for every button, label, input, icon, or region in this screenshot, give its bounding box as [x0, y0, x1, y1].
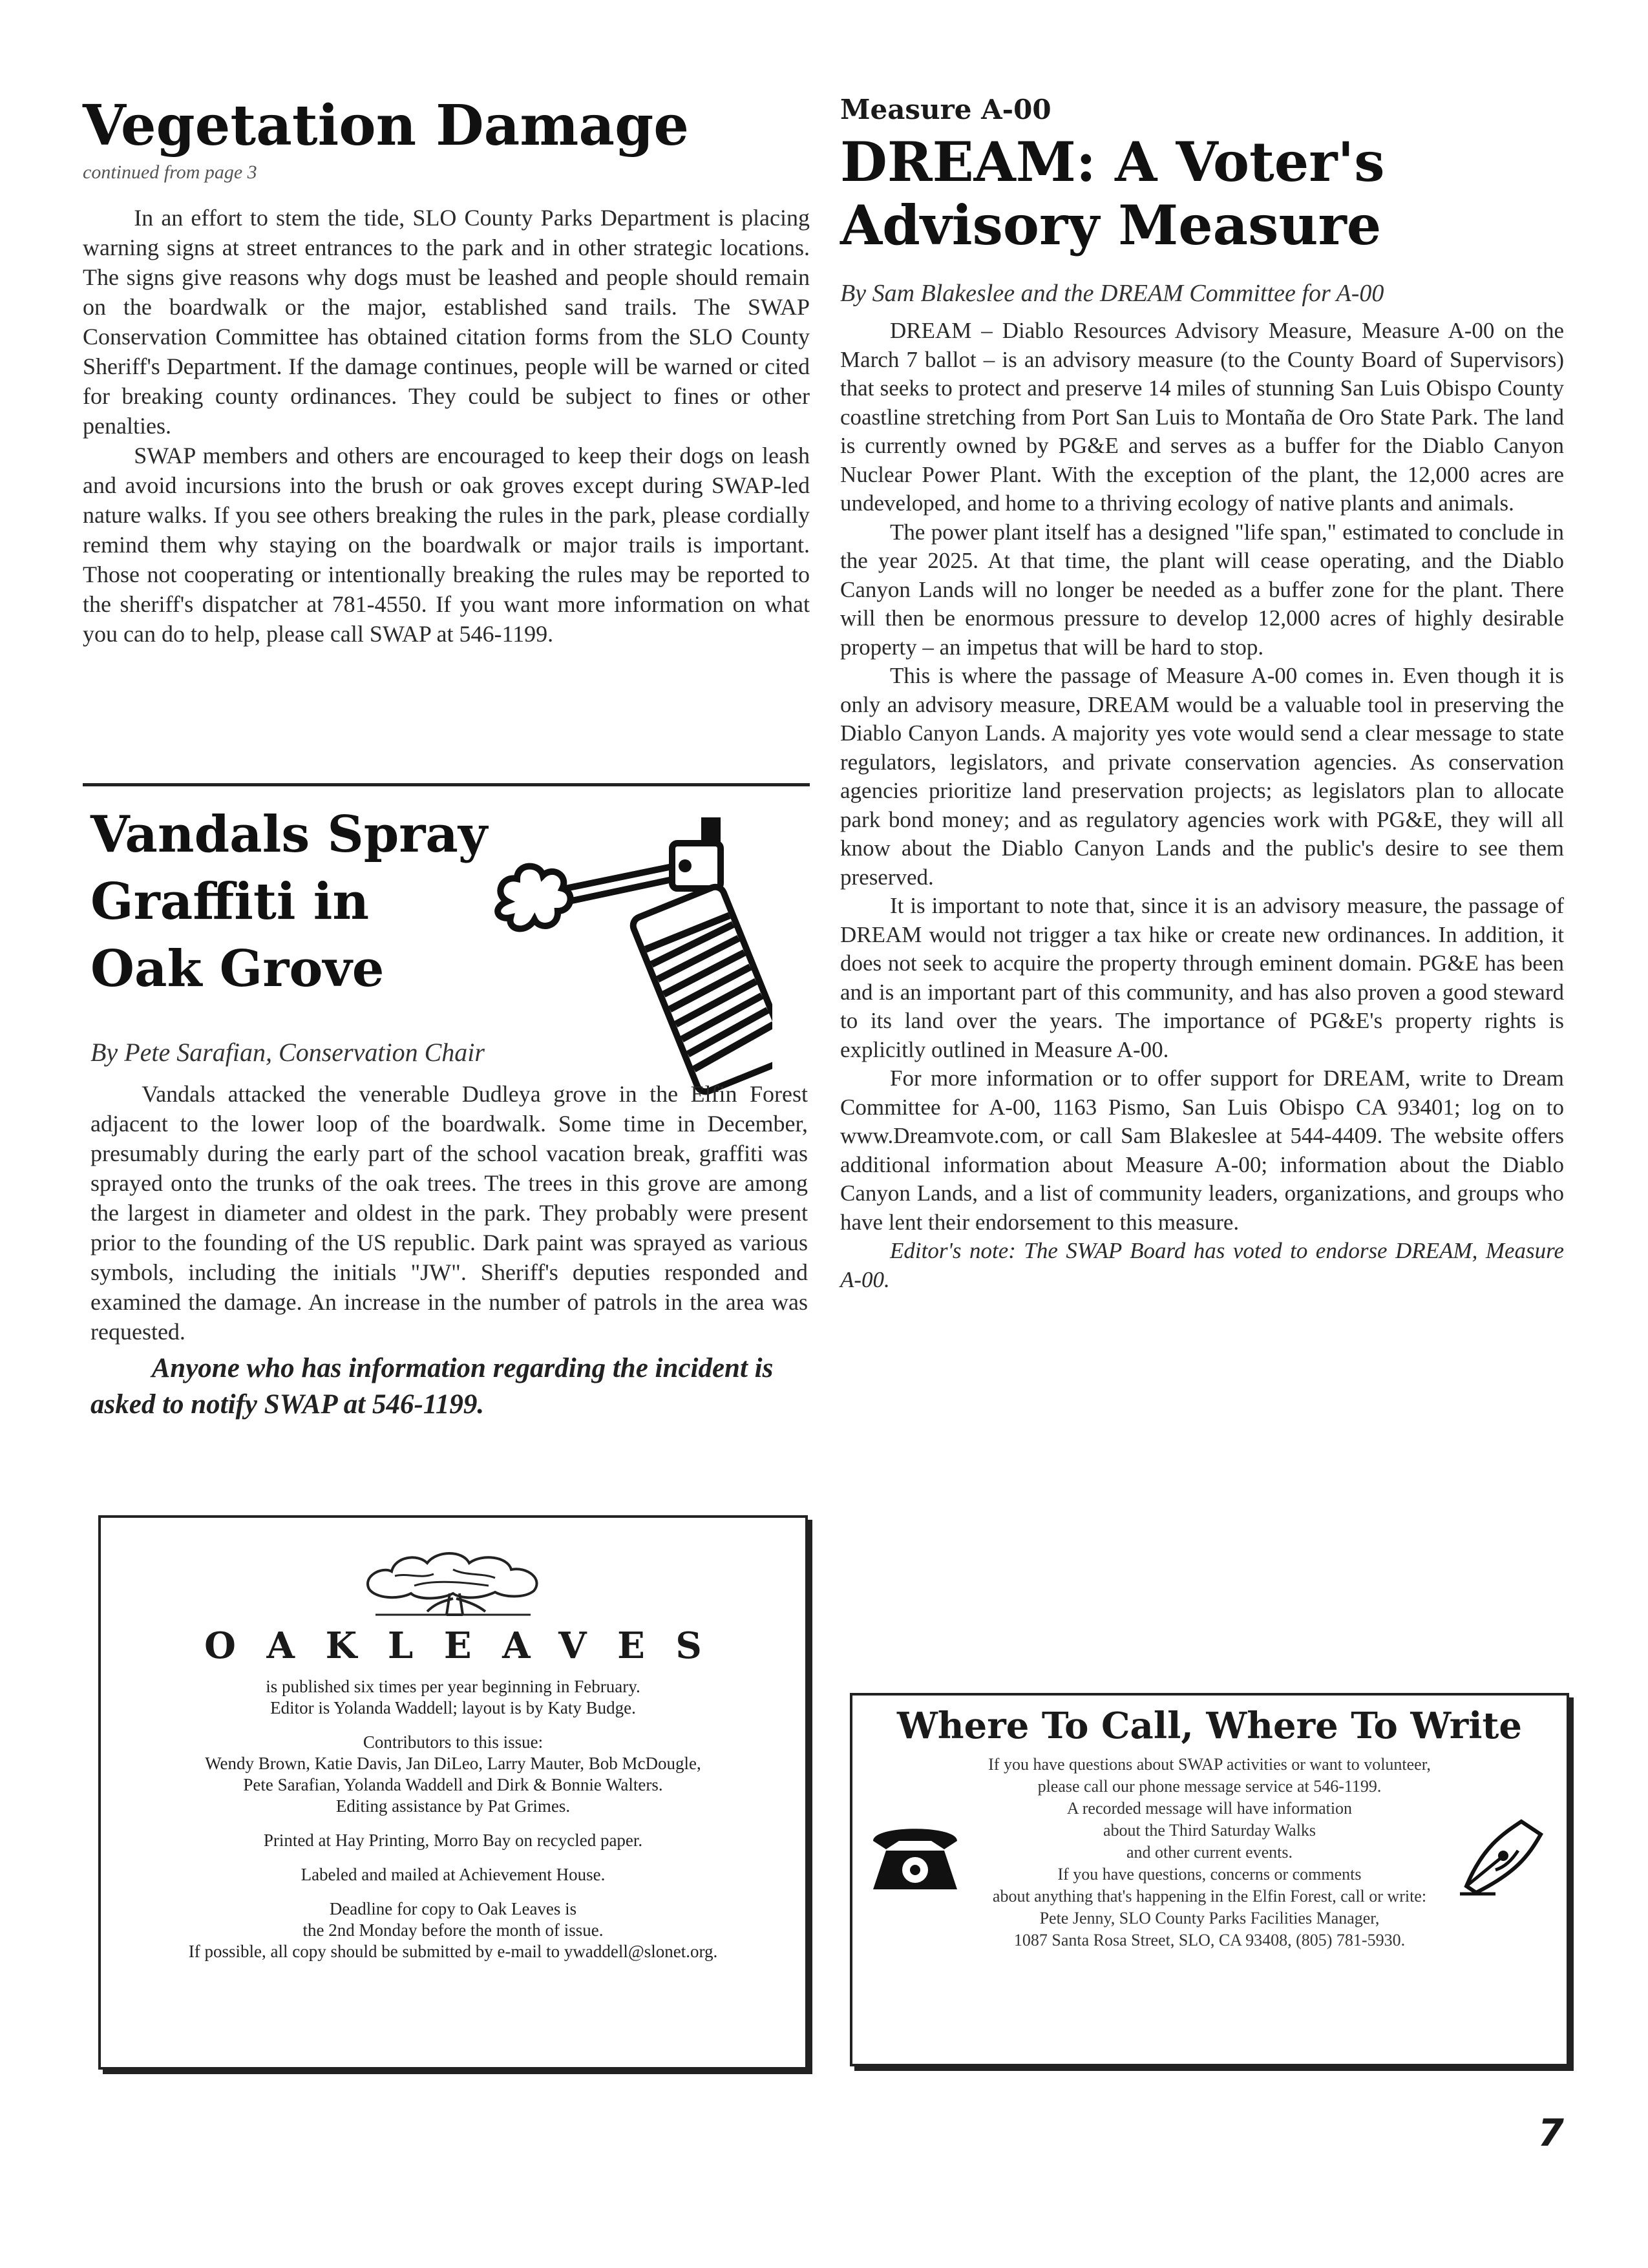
oakleaves-line: Editor is Yolanda Waddell; layout is by Katy Budge. [270, 1698, 636, 1717]
where-line: Pete Jenny, SLO County Parks Facilities Manager, [1039, 1909, 1380, 1927]
dream-paragraph: This is where the passage of Measure A-00 comes in. Even though it is only an advisory measure, DREAM would be a valuable tool in preserving the Diablo Canyon Lands. A majority yes vote would send a clear message to state regulators, legislators, and private conservation agencies. As conservation agencies prioritize land preservation projects; as legislators plan to allocate park bond money; and as regulatory agencies work with PG&E, they will all know about the Diablo Canyon Lands and the public's desire to see them preserved. [840, 663, 1564, 890]
oakleaves-line: Printed at Hay Printing, Morro Bay on recycled paper. [263, 1831, 643, 1850]
vandals-body [90, 1079, 808, 1347]
oakleaves-line: Wendy Brown, Katie Davis, Jan DiLeo, Larry Mauter, Bob McDougle, [205, 1754, 701, 1773]
vegetation-body [83, 203, 810, 649]
where-title: Where To Call, Where To Write [897, 1705, 1522, 1747]
dream-paragraph: The power plant itself has a designed "life span," estimated to conclude in the year 2025. At that time, the plant will cease operating, and the Diablo Canyon Lands will no longer be needed as a buffer zone for the plant. There will then be enormous pressure to develop 12,000 acres of highly desirable property – an impetus that will be hard to stop. [840, 519, 1564, 660]
where-line: please call our phone message service at 546-1199. [1037, 1777, 1382, 1796]
vandals-title-line: Vandals Spray [90, 805, 488, 864]
vegetation-title: Vegetation Damage [83, 93, 689, 158]
dream-title-line: Advisory Measure [840, 193, 1382, 257]
oakleaves-line: Pete Sarafian, Yolanda Waddell and Dirk & Bonnie Walters. [243, 1775, 663, 1794]
oakleaves-line: If possible, all copy should be submitted by e-mail to ywaddell@slonet.org. [188, 1942, 718, 1961]
where-line: and other current events. [1126, 1843, 1293, 1862]
vandals-callout: Anyone who has information regarding the incident is asked to notify SWAP at 546-1199. [90, 1353, 774, 1420]
telephone-icon [867, 1818, 964, 1896]
vegetation-paragraph: In an effort to stem the tide, SLO County Parks Department is placing warning signs at street entrances to the park and in other strategic locations. The signs give reasons why dogs must be leashed and people should remain on the boardwalk or the major, established sand trails. The SWAP Conservation Committee has obtained citation forms from the SLO County Sheriff's Department. If the damage continues, people will be warned or cited for breaking county ordinances. They could be subject to fines or other penalties. [83, 205, 810, 439]
dream-byline: By Sam Blakeslee and the DREAM Committee for A-00 [840, 280, 1384, 307]
vegetation-paragraph: SWAP members and others are encouraged to keep their dogs on leash and avoid incursions into the brush or oak groves except during SWAP-led nature walks. If you see others breaking the rules in the park, please cordially remind them why staying on the boardwalk or major trails is important. Those not cooperating or intentionally breaking the rules may be reported to the sheriff's dispatcher at 781-4550. If you want more information on what you can do to help, please call SWAP at 546-1199. [83, 443, 810, 647]
oakleaves-box [98, 1515, 808, 2070]
vandals-paragraph: Vandals attacked the venerable Dudleya grove in the Elfin Forest adjacent to the lower loop of the boardwalk. Some time in December, presumably during the early part of the school vacation break, graffiti was sprayed onto the trunks of the oak trees. The trees in this grove are among the largest in diameter and oldest in the park. They probably were present prior to the founding of the US republic. Dark paint was sprayed as various symbols, including the initials "JW". Sheriff's deputies responded and examined the damage. An increase in the number of patrols in the area was requested. [90, 1081, 808, 1345]
vandals-body-wrap [90, 1018, 808, 1423]
section-divider [83, 783, 810, 786]
where-line: If you have questions, concerns or comments [1057, 1865, 1362, 1884]
oak-tree-icon [356, 1540, 550, 1618]
where-line: A recorded message will have information [1066, 1799, 1353, 1818]
dream-paragraph: For more information or to offer support for DREAM, write to Dream Committee for A-00, 1163 Pismo, San Luis Obispo CA 93401; log on to www.Dreamvote.com, or call Sam Blakeslee at 544-4409. The website offers additional information about Measure A-00; information about the Diablo Canyon Lands, and a list of community leaders, organizations, and groups who have lent their endorsement to this measure. [840, 1066, 1564, 1235]
dream-paragraph: DREAM – Diablo Resources Advisory Measure, Measure A-00 on the March 7 ballot – is an advisory measure (to the County Board of Supervisors) that seeks to protect and preserve 14 miles of stunning San Luis Obispo County coastline stretching from Port San Luis to Montaña de Oro State Park. The land is currently owned by PG&E and serves as a buffer for the Diablo Canyon Nuclear Power Plant. With the exception of the plant, the 12,000 acres are undeveloped, and home to a thriving ecology of native plants and animals. [840, 318, 1564, 516]
dream-paragraph: It is important to note that, since it is an advisory measure, the passage of DREAM would not trigger a tax hike or create new ordinances. In addition, it does not seek to acquire the property through eminent domain. PG&E has been and is an important part of this community, and has also proven a good steward to its land over the years. The importance of PG&E's property rights is explicitly outlined in Measure A-00. [840, 893, 1564, 1062]
oakleaves-title: OAKLEAVES [204, 1624, 733, 1667]
vandals-title-line: Oak Grove [90, 940, 385, 998]
oakleaves-line: Deadline for copy to Oak Leaves is [329, 1899, 577, 1918]
measure-kicker: Measure A-00 [840, 94, 1051, 125]
continued-note: continued from page 3 [83, 162, 257, 184]
oakleaves-line: Contributors to this issue: [363, 1732, 544, 1752]
editor-note: Editor's note: The SWAP Board has voted to endorse DREAM, Measure A-00. [840, 1238, 1564, 1292]
pen-nib-icon [1457, 1809, 1554, 1899]
dream-title [840, 131, 1564, 257]
dream-body [840, 317, 1564, 1294]
vandals-title-line: Graffiti in [90, 872, 370, 931]
page-number: 7 [1537, 2111, 1564, 2155]
oakleaves-line: is published six times per year beginning in February. [266, 1677, 640, 1696]
vandals-byline: By Pete Sarafian, Conservation Chair [90, 1038, 485, 1067]
left-column [83, 93, 810, 649]
oakleaves-info [101, 1676, 805, 1962]
dream-title-line: DREAM: A Voter's [840, 130, 1385, 194]
oakleaves-line: the 2nd Monday before the month of issue. [302, 1920, 604, 1940]
oakleaves-line: Labeled and mailed at Achievement House. [301, 1865, 606, 1884]
where-line: 1087 Santa Rosa Street, SLO, CA 93408, (805) 781-5930. [1013, 1931, 1406, 1949]
right-column [840, 94, 1564, 1294]
where-to-call-box [850, 1693, 1569, 2066]
where-line: about anything that's happening in the Elfin Forest, call or write: [992, 1887, 1427, 1906]
oakleaves-line: Editing assistance by Pat Grimes. [335, 1796, 571, 1816]
where-line: about the Third Saturday Walks [1103, 1821, 1316, 1840]
where-line: If you have questions about SWAP activities or want to volunteer, [988, 1755, 1431, 1774]
